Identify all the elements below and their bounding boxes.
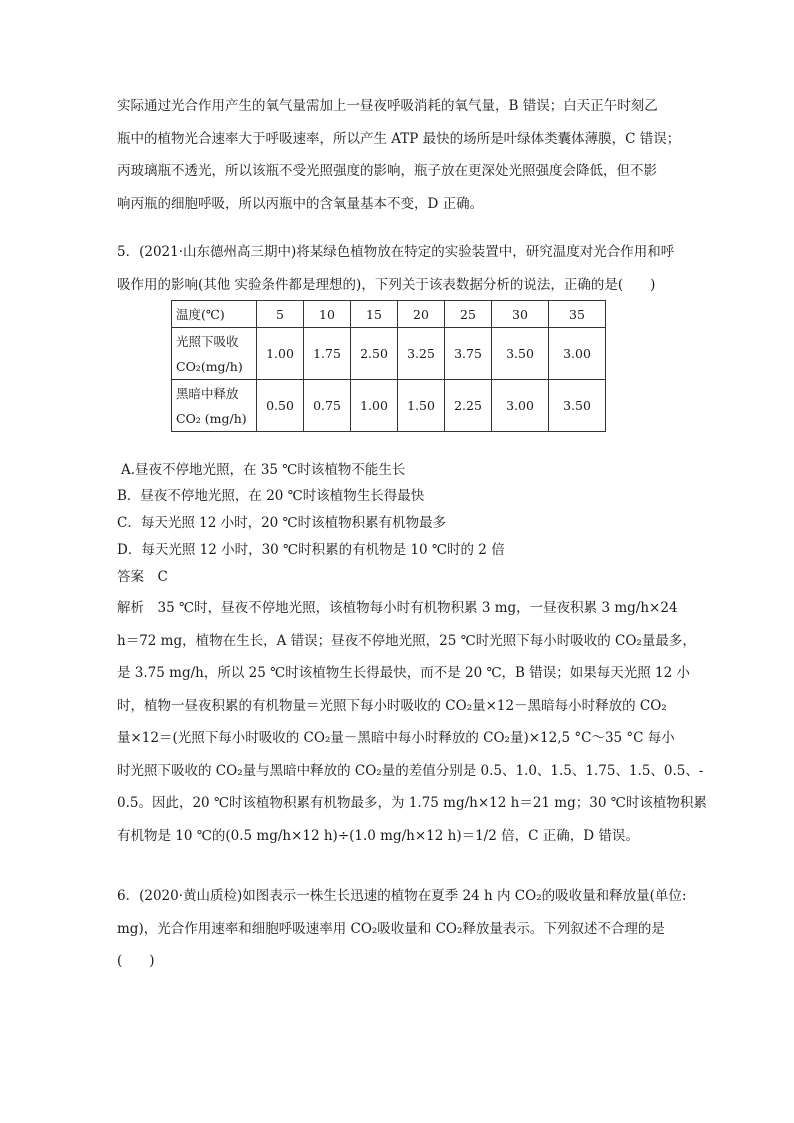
table-header-label: 温度(℃)	[172, 301, 257, 328]
text-line: 时，植物一昼夜积累的有机物量＝光照下每小时吸收的 CO₂量×12－黑暗每小时释放的 CO₂	[117, 697, 667, 714]
text-line: 是 3.75 mg/h，所以 25 ℃时该植物生长得最快，而不是 20 ℃，B 错误；如果每天光照 12 小	[117, 665, 691, 681]
table-cell: 3.50	[492, 328, 549, 380]
text-line: 丙玻璃瓶不透光，所以该瓶不受光照强度的影响，瓶子放在更深处光照强度会降低，但不影	[117, 163, 657, 179]
temperature-cell: 35	[549, 301, 606, 328]
row-label-line: CO₂ (mg/h)	[176, 410, 247, 426]
table-cell: 1.00	[351, 380, 398, 432]
answer-line: 答案 C	[117, 569, 168, 585]
table-cell: 1.75	[304, 328, 351, 380]
option-c: C．每天光照 12 小时，20 ℃时该植物积累有机物最多	[117, 515, 447, 531]
option-a: A.昼夜不停地光照，在 35 ℃时该植物不能生长	[121, 462, 406, 478]
table-cell: 1.50	[398, 380, 445, 432]
table-cell: 2.25	[445, 380, 492, 432]
table-row	[172, 380, 606, 432]
data-table	[171, 300, 606, 432]
table-cell: 0.50	[257, 380, 304, 432]
text-line: 瓶中的植物光合速率大于呼吸速率，所以产生 ATP 最快的场所是叶绿体类囊体薄膜，C 错误；	[117, 130, 681, 147]
text-line: 响丙瓶的细胞呼吸，所以丙瓶中的含氧量基本不变，D 正确。	[117, 195, 484, 212]
table-cell: 2.50	[351, 328, 398, 380]
text-line: 6．(2020·黄山质检)如图表示一株生长迅速的植物在夏季 24 h 内 CO₂的吸收量和释放量(单位:	[117, 888, 687, 904]
prev-solution-paragraph	[117, 90, 681, 220]
row-label-dark-release	[172, 380, 257, 432]
text-line: 实际通过光合作用产生的氧气量需加上一昼夜呼吸消耗的氧气量，B 错误；白天正午时刻乙	[117, 98, 658, 114]
temperature-cell: 30	[492, 301, 549, 328]
option-d: D．每天光照 12 小时，30 ℃时积累的有机物是 10 ℃时的 2 倍	[117, 542, 505, 558]
text-line: 解析 35 ℃时，昼夜不停地光照，该植物每小时有机物积累 3 mg，一昼夜积累 3 mg/h×24	[117, 600, 678, 616]
row-label-line: CO₂(mg/h)	[176, 358, 243, 374]
table-cell: 0.75	[304, 380, 351, 432]
table-cell: 3.00	[492, 380, 549, 432]
row-label-line: 黑暗中释放	[176, 385, 239, 401]
text-line: mg)，光合作用速率和细胞呼吸速率用 CO₂吸收量和 CO₂释放量表示。下列叙述不合理的是	[117, 920, 665, 937]
text-line: h＝72 mg，植物在生长，A 错误；昼夜不停地光照，25 ℃时光照下每小时吸收的 CO₂量最多，	[117, 632, 696, 649]
table-cell: 1.00	[257, 328, 304, 380]
analysis-paragraph	[117, 592, 707, 852]
text-line: 量×12＝(光照下每小时吸收的 CO₂量－黑暗中每小时释放的 CO₂量)×12,5 °C～35 °C 每小	[117, 730, 675, 746]
text-line: 5．(2021·山东德州高三期中)将某绿色植物放在特定的实验装置中，研究温度对光合作用和呼	[117, 244, 675, 260]
table-header-row	[172, 301, 606, 328]
row-label-line: 光照下吸收	[176, 333, 239, 349]
table-cell: 3.00	[549, 328, 606, 380]
text-line: ( )	[117, 953, 155, 969]
text-line: 时光照下吸收的 CO₂量与黑暗中释放的 CO₂量的差值分别是 0.5、1.0、1.5、1.75、1.5、0.5、-	[117, 762, 704, 779]
text-line: 有机物是 10 ℃的(0.5 mg/h×12 h)÷(1.0 mg/h×12 h)＝1/2 倍，C 正确，D 错误。	[117, 827, 639, 844]
temperature-cell: 20	[398, 301, 445, 328]
temperature-cell: 15	[351, 301, 398, 328]
row-label-light-absorb	[172, 328, 257, 380]
temperature-cell: 5	[257, 301, 304, 328]
table-row	[172, 328, 606, 380]
text-line: 吸作用的影响(其他 实验条件都是理想的)，下列关于该表数据分析的说法，正确的是( )	[117, 276, 656, 293]
table-cell: 3.75	[445, 328, 492, 380]
question-6-stem	[117, 880, 687, 978]
question-5-stem	[117, 236, 677, 301]
text-line: 0.5。因此，20 ℃时该植物积累有机物最多，为 1.75 mg/h×12 h＝21 mg；30 ℃时该植物积累	[117, 795, 707, 811]
table-cell: 3.25	[398, 328, 445, 380]
temperature-cell: 25	[445, 301, 492, 328]
temperature-cell: 10	[304, 301, 351, 328]
option-b: B．昼夜不停地光照，在 20 ℃时该植物生长得最快	[117, 488, 425, 504]
table-cell: 3.50	[549, 380, 606, 432]
